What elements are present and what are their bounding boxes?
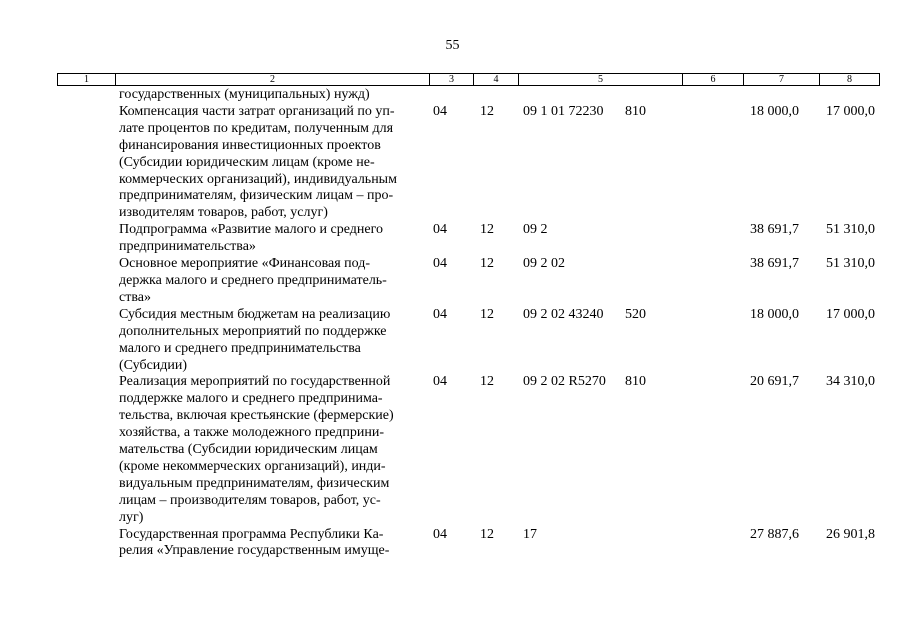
item-name-line: (кроме некоммерческих организаций), инди- xyxy=(119,458,386,474)
item-name-line: государственных (муниципальных) нужд) xyxy=(119,87,370,102)
section-code: 04 xyxy=(433,374,447,390)
item-name-line: финансирования инвестиционных проектов xyxy=(119,137,381,153)
column-number-2: 2 xyxy=(116,74,430,86)
amount-year-2: 26 901,8 xyxy=(826,526,875,542)
target-article-code: 09 2 02 R5270 xyxy=(523,374,606,390)
item-name xyxy=(57,374,429,526)
expense-type-code: 810 xyxy=(625,103,646,119)
expense-type-code xyxy=(620,527,679,561)
item-name xyxy=(57,222,429,256)
section-code: 04 xyxy=(433,222,447,238)
item-name-line: Компенсация части затрат организаций по уп- xyxy=(119,103,395,119)
item-name xyxy=(57,104,429,222)
subsection-code: 12 xyxy=(480,374,494,390)
amount-year-2: 51 310,0 xyxy=(826,256,875,272)
amount-year-1 xyxy=(679,87,803,104)
table-row xyxy=(57,222,879,256)
item-name xyxy=(57,87,429,104)
table-row xyxy=(57,87,879,104)
expense-type-code: 810 xyxy=(625,374,646,390)
item-name-line: предпринимательства» xyxy=(119,239,256,255)
table-row xyxy=(57,374,879,526)
item-name-line: видуальным предпринимателям, физическим xyxy=(119,475,390,491)
target-article-code: 09 2 02 xyxy=(523,256,565,272)
item-name-line: Реализация мероприятий по государственной xyxy=(119,374,391,390)
column-number-6: 6 xyxy=(683,74,744,86)
item-name xyxy=(57,256,429,307)
item-name-line: (Субсидии юридическим лицам (кроме не- xyxy=(119,154,375,170)
table-row xyxy=(57,307,879,375)
budget-table xyxy=(57,87,879,560)
table-row xyxy=(57,256,879,307)
column-number-4: 4 xyxy=(474,74,519,86)
column-number-7: 7 xyxy=(744,74,820,86)
item-name xyxy=(57,307,429,375)
column-number-8: 8 xyxy=(820,74,880,86)
amount-year-1: 18 000,0 xyxy=(750,306,799,322)
table-row xyxy=(57,104,879,222)
target-article-code: 09 1 01 72230 xyxy=(523,103,604,119)
column-number-1: 1 xyxy=(58,74,116,86)
subsection-code: 12 xyxy=(480,103,494,119)
item-name-line: малого и среднего предпринимательства xyxy=(119,340,361,356)
item-name-line: ства» xyxy=(119,289,151,305)
subsection-code: 12 xyxy=(480,222,494,238)
item-name-line: дополнительных мероприятий по поддержке xyxy=(119,323,387,339)
item-name-line: луг) xyxy=(119,509,144,525)
amount-year-1: 20 691,7 xyxy=(750,374,799,390)
target-article-code: 09 2 02 43240 xyxy=(523,306,604,322)
section-code xyxy=(429,87,473,104)
target-article-code xyxy=(518,87,620,104)
amount-year-2: 51 310,0 xyxy=(826,222,875,238)
item-name-line: лате процентов по кредитам, полученным для xyxy=(119,120,394,136)
table-row xyxy=(57,527,879,561)
item-name-line: хозяйства, а также молодежного предприни- xyxy=(119,425,385,441)
subsection-code: 12 xyxy=(480,306,494,322)
item-name-line: Основное мероприятие «Финансовая под- xyxy=(119,256,371,272)
item-name-line: коммерческих организаций), индивидуальным xyxy=(119,171,397,187)
subsection-code: 12 xyxy=(480,256,494,272)
amount-year-2: 34 310,0 xyxy=(826,374,875,390)
expense-type-code xyxy=(620,87,679,104)
item-name-line: (Субсидии) xyxy=(119,357,188,373)
section-code: 04 xyxy=(433,306,447,322)
amount-year-1: 27 887,6 xyxy=(750,526,799,542)
section-code: 04 xyxy=(433,256,447,272)
item-name-line: Подпрограмма «Развитие малого и среднего xyxy=(119,222,384,238)
item-name-line: поддержке малого и среднего предпринима- xyxy=(119,391,383,407)
item-name-line: Государственная программа Республики Ка- xyxy=(119,526,384,542)
item-name-line: тельства, включая крестьянские (фермерские) xyxy=(119,408,394,424)
item-name-line: Субсидия местным бюджетам на реализацию xyxy=(119,306,391,322)
column-number-3: 3 xyxy=(430,74,474,86)
expense-type-code xyxy=(620,222,679,256)
column-number-header xyxy=(57,73,880,86)
expense-type-code: 520 xyxy=(625,306,646,322)
column-number-5: 5 xyxy=(519,74,683,86)
page-number: 55 xyxy=(445,38,460,53)
amount-year-2: 17 000,0 xyxy=(826,103,875,119)
amount-year-1: 38 691,7 xyxy=(750,256,799,272)
amount-year-2 xyxy=(803,87,879,104)
budget-table-body xyxy=(57,87,879,560)
target-article-code: 17 xyxy=(523,526,537,542)
item-name-line: изводителям товаров, работ, услуг) xyxy=(119,205,328,221)
subsection-code: 12 xyxy=(480,526,494,542)
item-name xyxy=(57,527,429,561)
section-code: 04 xyxy=(433,103,447,119)
item-name-line: держка малого и среднего предприниматель- xyxy=(119,272,387,288)
section-code: 04 xyxy=(433,526,447,542)
item-name-line: лицам – производителям товаров, работ, ус- xyxy=(119,492,381,508)
amount-year-1: 18 000,0 xyxy=(750,103,799,119)
item-name-line: предпринимателям, физическим лицам – про- xyxy=(119,188,394,204)
subsection-code xyxy=(473,87,518,104)
expense-type-code xyxy=(620,256,679,307)
amount-year-2: 17 000,0 xyxy=(826,306,875,322)
item-name-line: релия «Управление государственным имуще- xyxy=(119,543,390,559)
target-article-code: 09 2 xyxy=(523,222,548,238)
amount-year-1: 38 691,7 xyxy=(750,222,799,238)
item-name-line: мательства (Субсидии юридическим лицам xyxy=(119,442,378,458)
